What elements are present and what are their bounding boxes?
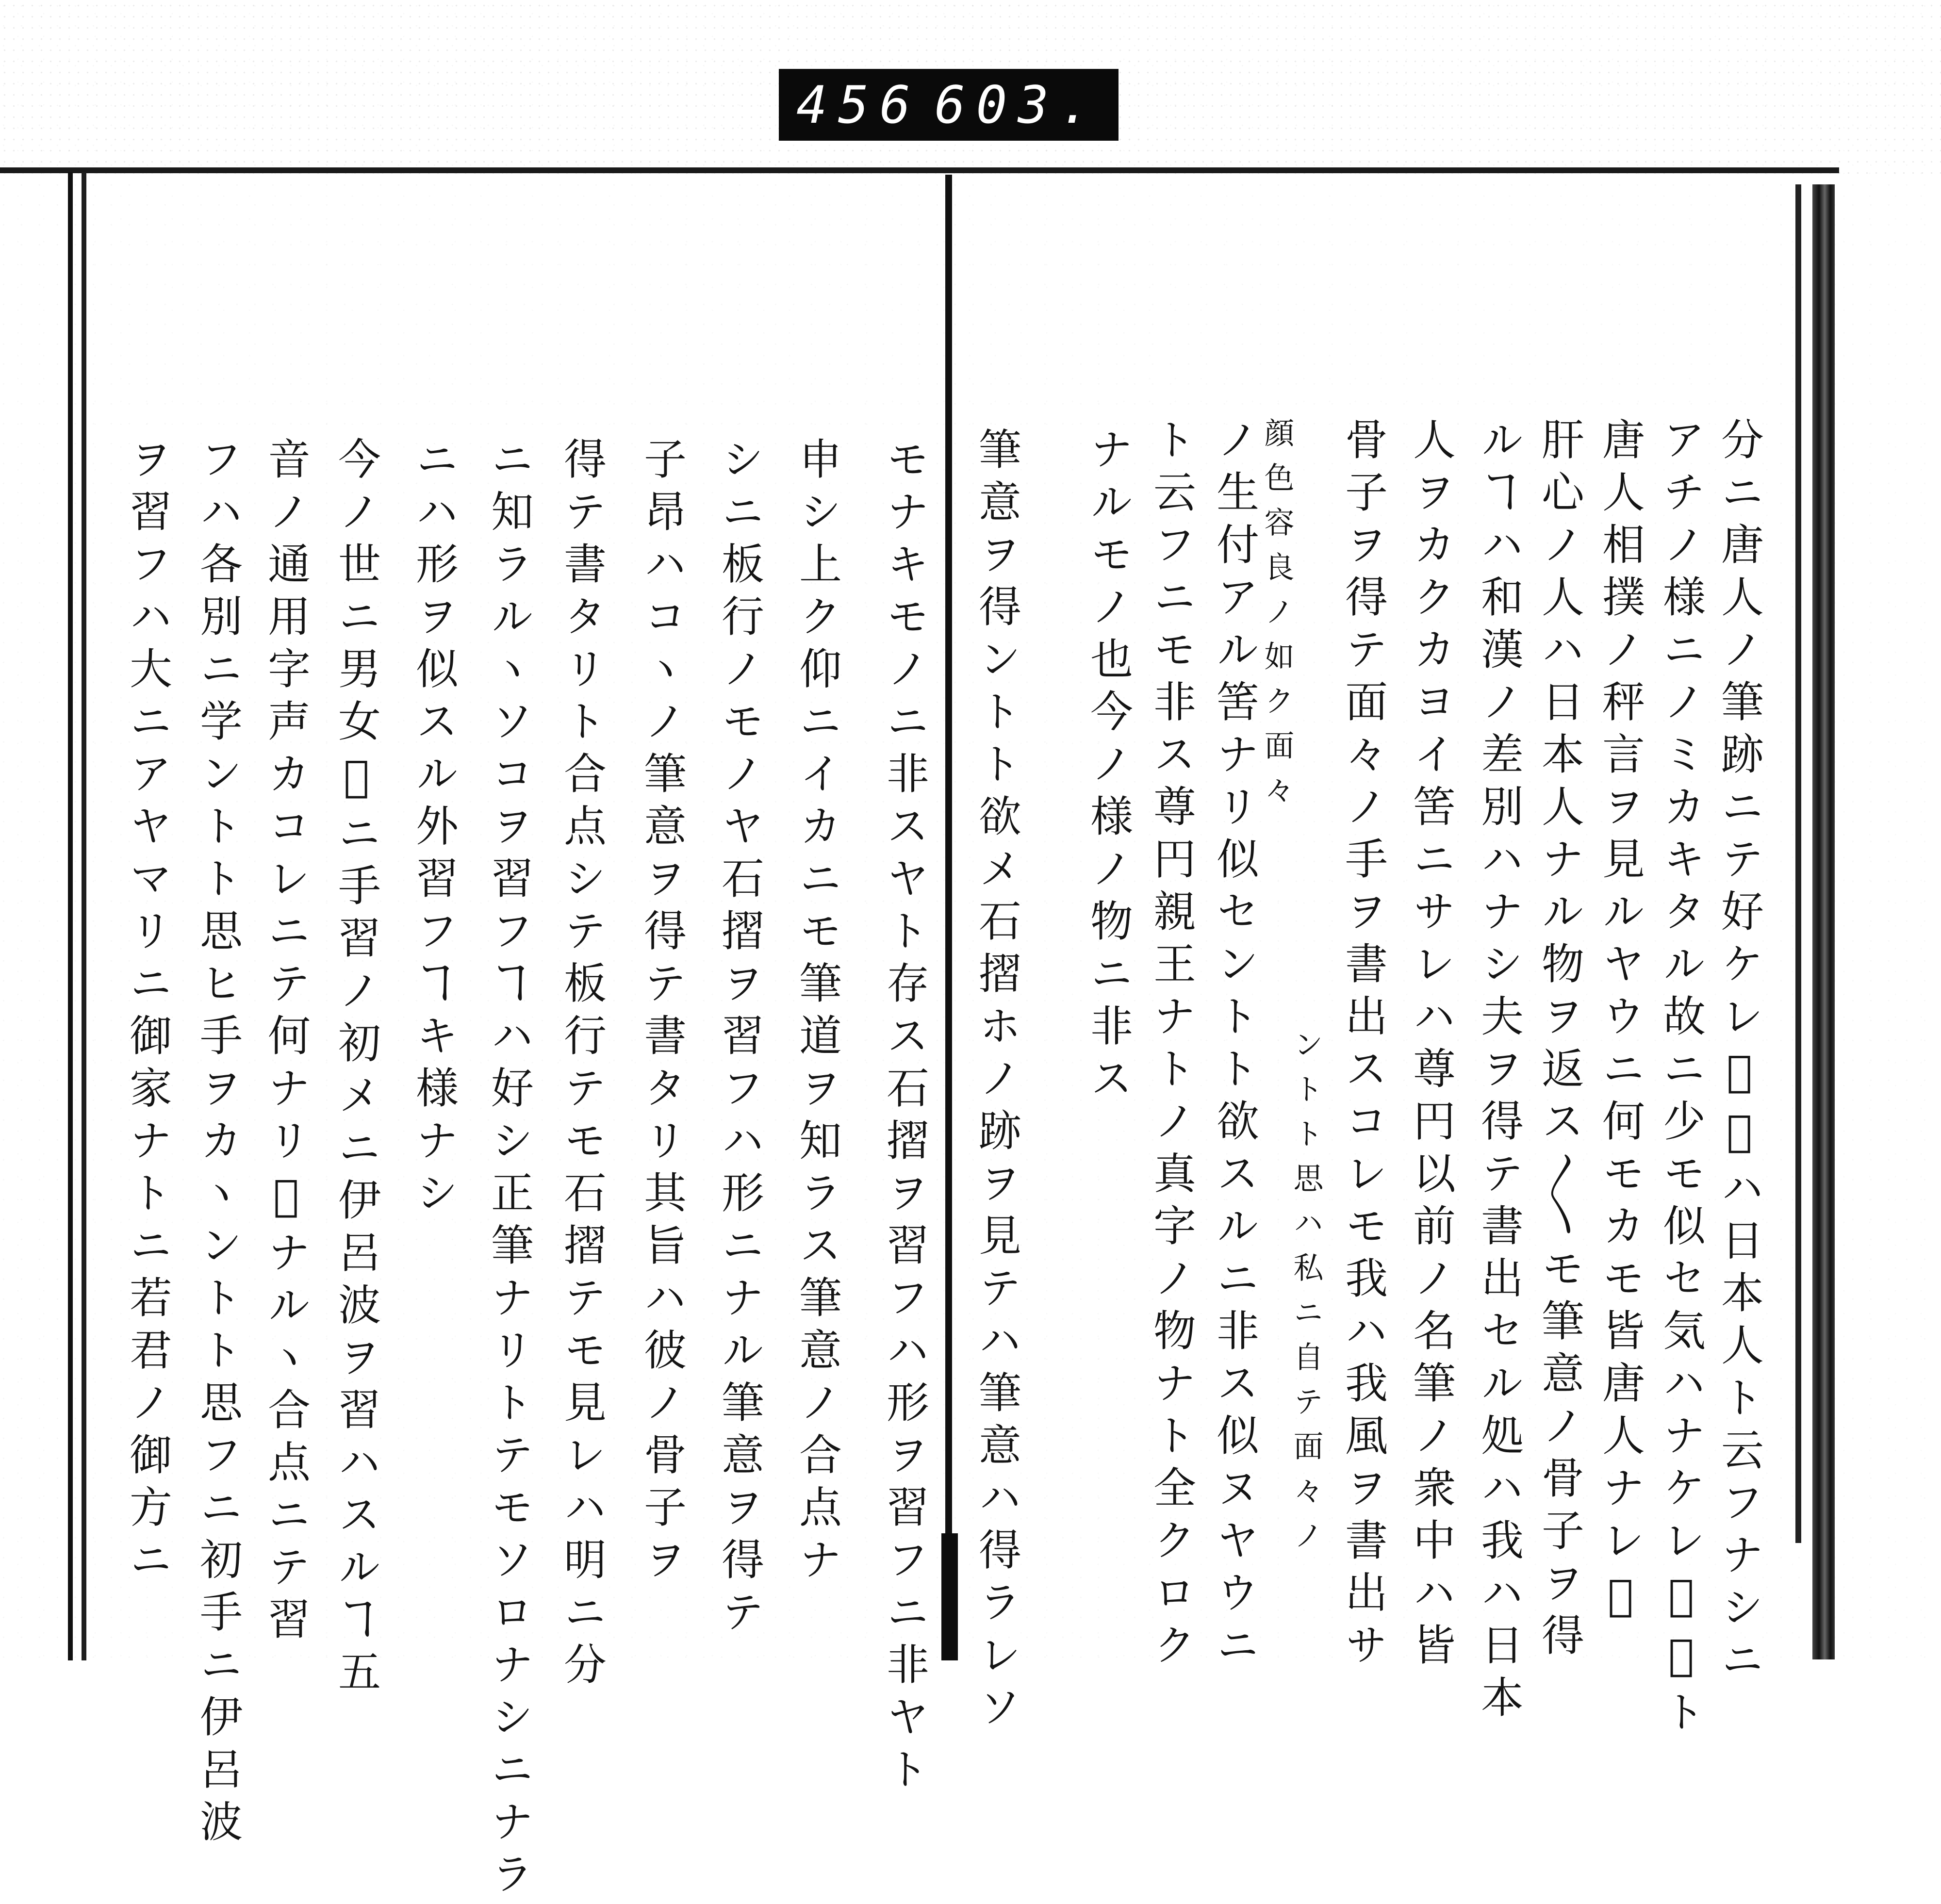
left-cover-edge (0, 172, 73, 1660)
left-page-column: モナキモノニ非スヤト存ス石摺ヲ習フハ形ヲ習フニ非ヤト (880, 437, 930, 1799)
call-number-right: 603. (934, 75, 1101, 135)
call-number-label (779, 69, 1119, 141)
left-page-column: ヲ習フハ大ニアヤマリニ御家ナトニ若君ノ御方ニ (123, 437, 173, 1590)
book-spine (945, 175, 952, 1533)
left-page-column: 得テ書タリト合点シテ板行テモ石摺テモ見レハ明ニ分 (557, 437, 607, 1694)
right-page-gloss: 顔色容良ノ如ク面々 (1259, 417, 1295, 819)
right-page-column: 人ヲカクカヨイ筈ニサレハ尊円以前ノ名筆ノ衆中ハ皆 (1406, 417, 1456, 1675)
left-page-column: 子昂ハコヽノ筆意ヲ得テ書タリ其旨ハ彼ノ骨子ヲ (637, 437, 687, 1590)
right-cover-edge (1812, 184, 1835, 1659)
right-page-column: ノ生付アル筈ナリ似セントト欲スルニ非ス似ヌヤウニ (1210, 417, 1260, 1675)
left-page-column: フハ各別ニ学ントト思ヒ手ヲカヽントト思フニ初手ニ伊呂波 (193, 437, 243, 1852)
call-number-left: 456 (796, 75, 921, 135)
right-page-column: 唐人相撲ノ秤言ヲ見ルヤウニ何モカモ皆唐人ナレ𪜈 (1596, 417, 1645, 1630)
left-page-border (82, 172, 86, 1660)
right-page-column: 骨子ヲ得テ面々ノ手ヲ書出スコレモ我ハ我風ヲ書出サ (1338, 417, 1388, 1675)
right-page-border (1795, 184, 1801, 1543)
right-page-column: ルヿハ和漢ノ差別ハナシ夫ヲ得テ書出セル処ハ我ハ日本 (1474, 417, 1524, 1727)
left-page-column: ニハ形ヲ似スル外習フヿキ様ナシ (409, 437, 459, 1223)
left-page-column: ニ知ラルヽソコヲ習フヿハ好シ正筆ナリトテモソロナシニナラ (484, 437, 534, 1904)
left-page-column: 音ノ通用字声カコレニテ何ナリ𪜈ナルヽ合点ニテ習 (261, 437, 311, 1649)
right-page-column: 筆意ヲ得ントト欲メ石摺ホノ跡ヲ見テハ筆意ハ得ラレソ (972, 427, 1022, 1737)
left-page-column: シニ板行ノモノヤ石摺ヲ習フハ形ニナル筆意ヲ得テ (715, 437, 765, 1642)
right-page-column: 肝心ノ人ハ日本人ナル物ヲ返ス〳〵モ筆意ノ骨子ヲ得 (1535, 417, 1585, 1665)
right-page-column: アチノ様ニノミカキタル故ニ少モ似セ気ハナケレ𪜈丁ト (1656, 417, 1706, 1742)
right-page-column: 分ニ唐人ノ筆跡ニテ好ケレ𪜈我ハ日本人ト云フナシニ (1714, 417, 1764, 1690)
right-page-column: ナルモノ也今ノ様ノ物ニ非ス (1084, 427, 1134, 1108)
book-top-edge (0, 167, 1839, 173)
right-page-column: ト云フニモ非ス尊円親王ナトノ真字ノ物ナト全クロク (1147, 417, 1197, 1675)
left-page-column: 今ノ世ニ男女𪜈ニ手習ノ初メニ伊呂波ヲ習ハスルヿ五 (331, 437, 381, 1702)
right-page-gloss: ントト思ハ私ニ自テ面々ノ (1288, 1029, 1324, 1564)
left-page-column: 申シ上ク仰ニイカニモ筆道ヲ知ラス筆意ノ合点ナ (792, 437, 842, 1590)
